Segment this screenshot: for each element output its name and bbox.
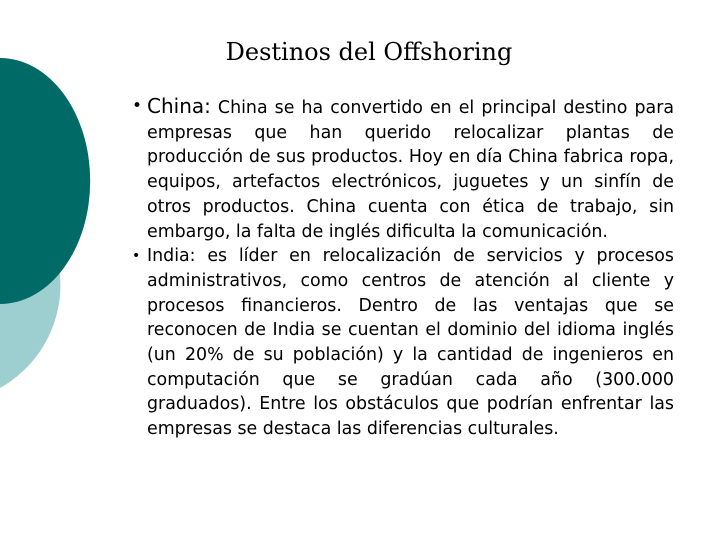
bullet-text-india: es líder en relocalización de servicios y procesos administrativos, como centros de atención al cliente y procesos financieros. Dentro de las ventajas que se reconocen de India se cuentan el dominio del idioma inglés (un 20% de su población) y la cantidad de ingenieros en computación que se gradúan cada año (300.000 graduados). Entre los obstáculos que podrían enfrentar las empresas se destaca las diferencias culturales. <box>147 246 674 440</box>
bullet-text-china: China se ha convertido en el principal destino para empresas que han querido relocalizar plantas de producción de sus productos. Hoy en día China fabrica ropa, equipos, artefactos electrónicos, juguetes y un sinfín de otros productos. China cuenta con ética de trabajo, sin embargo, la falta de inglés dificulta la comunicación. <box>147 98 674 242</box>
bullet-item-india <box>132 244 674 442</box>
bullet-marker: • <box>132 248 141 265</box>
bullet-marker: • <box>132 96 143 116</box>
bullet-item-china <box>132 94 674 244</box>
bullet-lead-china: China: <box>147 94 211 118</box>
slide-body <box>132 94 674 442</box>
bullet-lead-india: India: <box>147 246 196 267</box>
slide-title: Destinos del Offshoring <box>225 38 513 66</box>
dark-teal-circle-shape <box>0 58 90 304</box>
